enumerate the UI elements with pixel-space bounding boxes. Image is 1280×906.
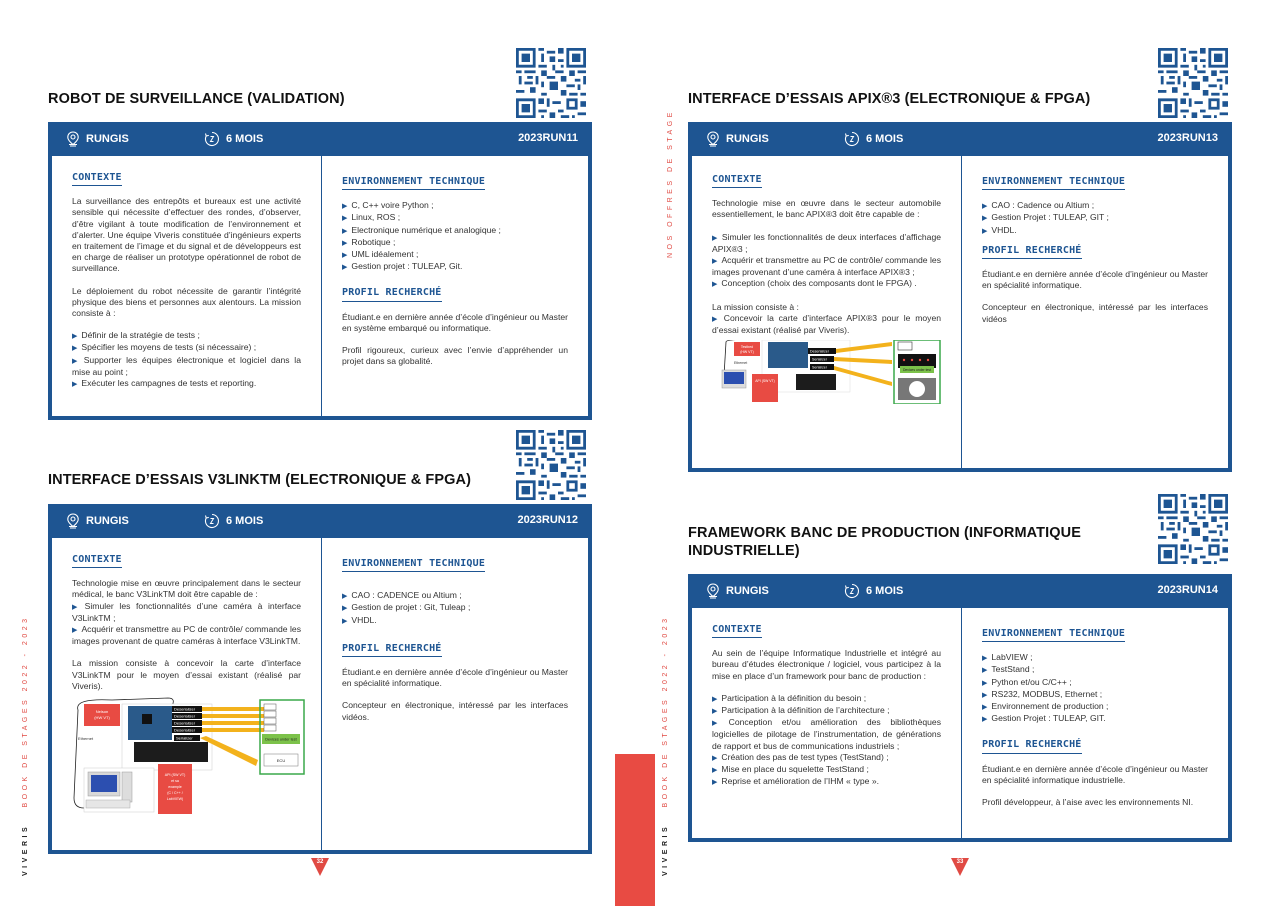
environment-item: ▶ CAO : Cadence ou Altium ; [982, 200, 1208, 212]
environment-item: ▶ Electronique numérique et analogique ; [342, 225, 568, 237]
context-heading: CONTEXTE [72, 554, 122, 568]
offer-title: INTERFACE D’ESSAIS APIX®3 (ELECTRONIQUE & FPGA) [688, 91, 1091, 107]
svg-text:ECU: ECU [276, 758, 286, 764]
environment-item: ▶ CAO : CADENCE ou Altium ; [342, 590, 568, 602]
duration-label: 6 MOIS [226, 515, 264, 527]
profile-heading: PROFIL RECHERCHÉ [342, 287, 442, 301]
environment-item: ▶ RS232, MODBUS, Ethernet ; [982, 689, 1208, 701]
location [66, 131, 129, 147]
offer-card-header [688, 574, 1232, 608]
clock-icon [844, 583, 860, 599]
svg-text:Testbed: Testbed [740, 345, 754, 350]
svg-text:(C / C++ /: (C / C++ / [167, 791, 183, 796]
context-bullet: ▶ Conception et/ou amélioration des bibliothèques logicielles de pilotage de l’instrumentation, de générations de rapport et bus de communications industriels ; [712, 717, 941, 752]
environment-item: ▶ Environnement de production ; [982, 701, 1208, 713]
page-number-badge: 33 [951, 858, 969, 876]
location-label: RUNGIS [86, 515, 129, 527]
profile-paragraph: Profil rigoureux, curieux avec l’envie d’appréhender un projet dans sa globalité. [342, 345, 568, 367]
offer-title: INTERFACE D’ESSAIS V3LINKTM (ELECTRONIQUE & FPGA) [48, 472, 472, 488]
environment-heading: ENVIRONNEMENT TECHNIQUE [982, 628, 1125, 642]
context-paragraph: La surveillance des entrepôts et bureaux est une activité sensible qui nécessite d’effectuer des rondes, d’observer, d’être vigilant à toute modification de l’environnement et d’alerter. Une équipe Viveris constituée d’ingénieurs experts en traitement de l’image et du signal et de développeurs est en charge de réaliser un prototype opérationnel de robot de surveillance. [72, 196, 301, 274]
context-intro: Technologie mise en œuvre dans le secteur automobile essentiellement, le banc APIX®3 doit être capable de : [712, 198, 941, 220]
context-paragraph: Le déploiement du robot nécessite de garantir l’intégrité physique des biens et personnes aux alentours. La mission consiste à : [72, 285, 301, 319]
environment-item: ▶ UML idéalement ; [342, 249, 568, 261]
reference-code: 2023RUN11 [518, 132, 578, 144]
svg-text:API (SW VT): API (SW VT) [755, 379, 775, 384]
svg-text:Deserializer: Deserializer [174, 706, 196, 712]
svg-text:Serializer: Serializer [812, 365, 827, 370]
location-label: RUNGIS [726, 133, 769, 145]
svg-text:Deserializer: Deserializer [810, 349, 829, 354]
svg-text:Ethernet: Ethernet [734, 361, 748, 366]
side-label-offers: NOS OFFRES DE STAGE [667, 109, 674, 258]
profile-paragraph: Profil développeur, à l’aise avec les environnements NI. [982, 797, 1194, 808]
clock-icon [204, 513, 220, 529]
environment-item: ▶ Gestion Projet : TULEAP, GIT ; [982, 212, 1208, 224]
environment-item: ▶ LabVIEW ; [982, 652, 1208, 664]
context-bullet: ▶ Participation à la définition du besoin ; [712, 693, 941, 705]
context-bullet: ▶ Création des pas de test types (TestStand) ; [712, 752, 941, 764]
context-bullet: ▶ Reprise et amélioration de l’IHM « type ». [712, 776, 941, 788]
location [706, 583, 769, 599]
profile-heading: PROFIL RECHERCHÉ [982, 739, 1082, 753]
clock-icon [204, 131, 220, 147]
profile-paragraph: Étudiant.e en dernière année d’école d’ingénieur ou Master en spécialité informatique industrielle. [982, 763, 1208, 785]
location [66, 513, 129, 529]
context-heading: CONTEXTE [72, 172, 122, 186]
svg-text:Devices under test: Devices under test [902, 368, 932, 373]
reference-code: 2023RUN14 [1157, 584, 1218, 596]
reference-code: 2023RUN12 [517, 514, 578, 526]
context-column [692, 608, 962, 838]
apix3-test-bench-diagram [712, 340, 941, 407]
context-column [692, 156, 962, 468]
profile-paragraph: Étudiant.e en dernière année d’école d’ingénieur ou Master en spécialité informatique. [342, 667, 568, 689]
qr-code-icon[interactable] [516, 48, 586, 118]
clock-icon [844, 131, 860, 147]
offer-card-header [48, 122, 592, 156]
svg-text:API (SW VT): API (SW VT) [164, 773, 186, 778]
context-bullet: ▶ Exécuter les campagnes de tests et reporting. [72, 378, 301, 390]
environment-item: ▶ Linux, ROS ; [342, 212, 568, 224]
context-column [52, 538, 322, 850]
svg-text:example: example [168, 785, 182, 790]
left-page [0, 0, 620, 906]
context-bullet: ▶ Supporter les équipes électronique et logiciel dans la mise au point ; [72, 355, 301, 378]
page-number-badge: 32 [311, 858, 329, 876]
svg-text:Deserializer: Deserializer [174, 720, 196, 726]
details-column [962, 156, 1228, 468]
profile-paragraph: Étudiant.e en dernière année d’école d’ingénieur ou Master en système embarqué ou informatique. [342, 311, 568, 333]
environment-item: ▶ Gestion Projet : TULEAP, GIT. [982, 713, 1208, 725]
environment-item: ▶ VHDL. [982, 225, 1208, 237]
details-column [322, 538, 588, 850]
svg-text:Serializer: Serializer [812, 357, 827, 362]
profile-paragraph: Étudiant.e en dernière année d’école d’ingénieur ou Master en spécialité informatique. [982, 269, 1208, 291]
offer-card [48, 122, 592, 420]
environment-heading: ENVIRONNEMENT TECHNIQUE [342, 558, 485, 572]
environment-item: ▶ C, C++ voire Python ; [342, 200, 568, 212]
profile-paragraph: Concepteur en électronique, intéressé par les interfaces vidéos [982, 302, 1208, 324]
svg-text:et sa: et sa [171, 779, 179, 784]
offer-card [688, 574, 1232, 842]
location-pin-icon [66, 513, 80, 529]
qr-code-icon[interactable] [1158, 494, 1228, 564]
location-pin-icon [706, 131, 720, 147]
v3link-test-bench-diagram [72, 696, 301, 821]
location-label: RUNGIS [86, 133, 129, 145]
svg-text:Deserializer: Deserializer [174, 713, 196, 719]
qr-code-icon[interactable] [1158, 48, 1228, 118]
environment-heading: ENVIRONNEMENT TECHNIQUE [342, 176, 485, 190]
context-bullet: ▶ Mise en place du squelette TestStand ; [712, 764, 941, 776]
profile-paragraph: Concepteur en électronique, intéressé par les interfaces vidéos. [342, 700, 568, 722]
location-label: RUNGIS [726, 585, 769, 597]
offer-card-header [48, 504, 592, 538]
environment-item: ▶ VHDL. [342, 615, 568, 627]
svg-text:Serializer: Serializer [176, 735, 193, 741]
offer-card-body [52, 538, 588, 850]
offer-title: FRAMEWORK BANC DE PRODUCTION (INFORMATIQUE INDUSTRIELLE) [688, 525, 1081, 559]
duration-label: 6 MOIS [866, 133, 904, 145]
details-column [962, 608, 1228, 838]
environment-item: ▶ TestStand ; [982, 664, 1208, 676]
context-heading: CONTEXTE [712, 174, 762, 188]
environment-item: ▶ Python et/ou C/C++ ; [982, 677, 1208, 689]
profile-heading: PROFIL RECHERCHÉ [982, 245, 1082, 259]
environment-heading: ENVIRONNEMENT TECHNIQUE [982, 176, 1125, 190]
context-bullet: ▶ Acquérir et transmettre au PC de contrôle/ commande les images provenant d’une caméra à interface APIX®3 ; [712, 255, 941, 278]
context-bullet: ▶ Spécifier les moyens de tests (si nécessaire) ; [72, 342, 301, 354]
right-page [640, 0, 1280, 906]
duration [204, 131, 263, 147]
reference-code: 2023RUN13 [1157, 132, 1218, 144]
qr-code-icon[interactable] [516, 430, 586, 500]
side-label-book: VIVERIS BOOK DE STAGES 2022 - 2023 [662, 615, 669, 876]
svg-text:(HW VT): (HW VT) [94, 715, 110, 721]
context-mission-label: La mission consiste à : [712, 301, 799, 312]
environment-item: ▶ Robotique ; [342, 237, 568, 249]
offer-card [688, 122, 1232, 472]
svg-text:Ethernet: Ethernet [78, 736, 94, 742]
context-bullet: ▶ Concevoir la carte d’interface APIX®3 pour le moyen d’essai existant (réalisé par Viveris). [712, 313, 941, 336]
svg-text:Deserializer: Deserializer [174, 727, 196, 733]
svg-text:(HW VT): (HW VT) [740, 350, 754, 355]
duration [204, 513, 263, 529]
offer-title: ROBOT DE SURVEILLANCE (VALIDATION) [48, 91, 345, 107]
context-heading: CONTEXTE [712, 624, 762, 638]
environment-item: ▶ Gestion de projet : Git, Tuleap ; [342, 602, 568, 614]
location [706, 131, 769, 147]
duration-label: 6 MOIS [866, 585, 904, 597]
location-pin-icon [66, 131, 80, 147]
environment-item: ▶ Gestion projet : TULEAP, Git. [342, 261, 568, 273]
offer-card-body [692, 156, 1228, 468]
details-column [322, 156, 588, 416]
context-bullet: ▶ Définir de la stratégie de tests ; [72, 330, 301, 342]
context-column [52, 156, 322, 416]
context-bullet: ▶ Participation à la définition de l’architecture ; [712, 705, 941, 717]
location-pin-icon [706, 583, 720, 599]
offer-robot-surveillance [48, 48, 592, 420]
context-intro: Technologie mise en œuvre principalement dans le secteur médical, le banc V3LinkTM doit être capable de : [72, 578, 301, 600]
svg-text:Devices under test: Devices under test [265, 737, 297, 742]
context-mission: La mission consiste à concevoir la carte d’interface V3LinkTM pour le moyen d’essai existant (réalisé par Viveris). [72, 658, 301, 691]
side-label-book: VIVERIS BOOK DE STAGES 2022 - 2023 [22, 615, 29, 876]
context-intro: Au sein de l’équipe Informatique Industrielle et intégré au bureau d’études électronique / logiciel, vous participez à la mise en place d’un framework pour banc de production : [712, 648, 941, 681]
duration [844, 583, 903, 599]
offer-card [48, 504, 592, 854]
offer-card-body [52, 156, 588, 416]
offer-card-header [688, 122, 1232, 156]
duration-label: 6 MOIS [226, 133, 264, 145]
svg-text:Nelson: Nelson [95, 709, 109, 715]
context-bullet: ▶ Simuler les fonctionnalités de deux interfaces d’affichage APIX®3 ; [712, 232, 941, 255]
offer-v3link [48, 430, 592, 854]
offer-card-body [692, 608, 1228, 838]
offer-apix3 [688, 48, 1232, 472]
context-bullet: ▶ Simuler les fonctionnalités d’une caméra à interface V3LinkTM ; [72, 601, 301, 624]
svg-text:LabVIEW): LabVIEW) [166, 797, 184, 802]
profile-heading: PROFIL RECHERCHÉ [342, 643, 442, 657]
context-bullet: ▶ Conception (choix des composants dont le FPGA) . [712, 278, 941, 290]
duration [844, 131, 903, 147]
offer-framework-banc [688, 494, 1232, 842]
context-bullet: ▶ Acquérir et transmettre au PC de contrôle/ commande les images provenant de quatre caméras à interface V3LinkTM. [72, 624, 301, 647]
